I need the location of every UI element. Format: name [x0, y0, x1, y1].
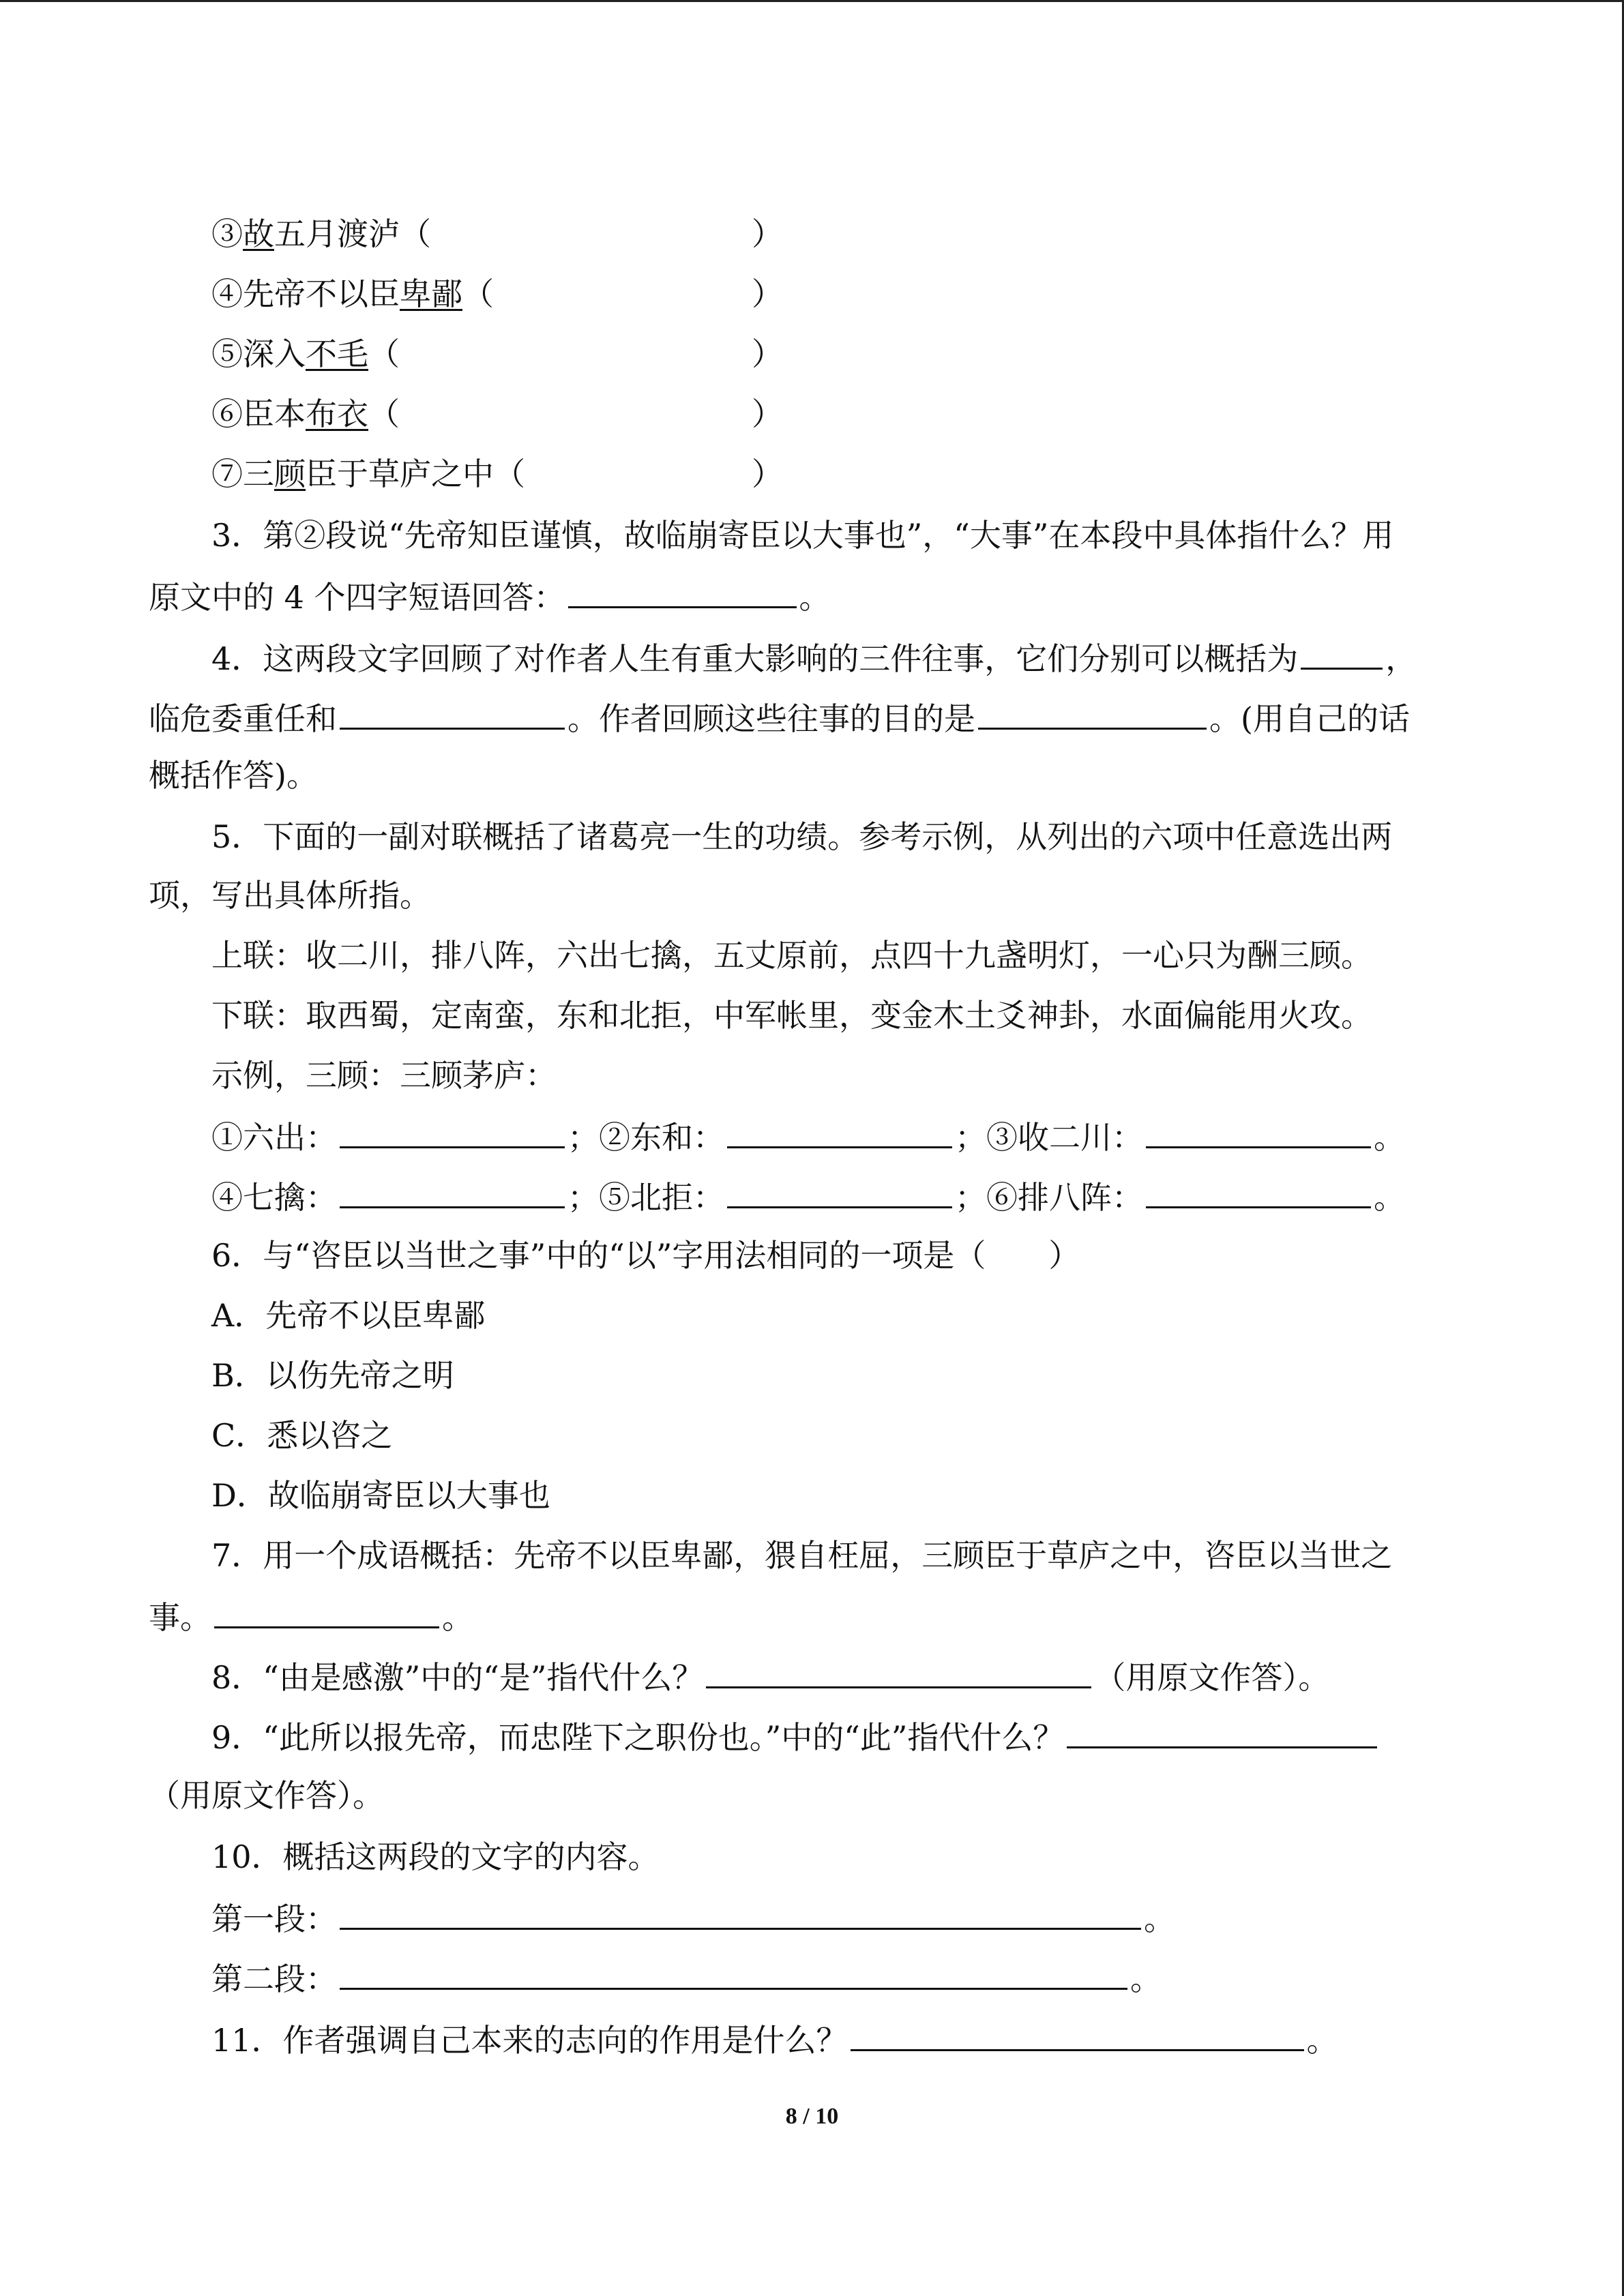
q6-option-b[interactable]: B．以伤先帝之明: [211, 1357, 454, 1394]
q9-line1: 9．“此所以报先帝，而忠陛下之职份也。”中的“此”指代什么？: [211, 1715, 1380, 1756]
couplet-lower: 下联：取西蜀，定南蛮，东和北拒，中军帐里，变金木土爻神卦，水面偏能用火攻。: [211, 997, 1372, 1034]
q10-para1: 第一段： 。: [211, 1896, 1175, 1937]
q5-blank-3[interactable]: [1146, 1115, 1371, 1148]
vocab-item-3-close: ）: [752, 215, 783, 252]
q5-line1: 5．下面的一副对联概括了诸葛亮一生的功绩。参考示例，从列出的六项中任意选出两: [211, 818, 1393, 855]
q10-stem: 10．概括这两段的文字的内容。: [211, 1838, 660, 1875]
vocab-item-4-close: ）: [752, 275, 783, 312]
q4-blank-1[interactable]: [1301, 636, 1383, 670]
q6-option-d[interactable]: D．故临崩寄臣以大事也: [211, 1477, 550, 1514]
q11-blank[interactable]: [851, 2018, 1304, 2051]
q4-line3: 概括作答)。: [149, 757, 318, 794]
vocab-item-6-close: ）: [752, 396, 783, 432]
q4-blank-2[interactable]: [340, 696, 565, 730]
q10-para2: 第二段： 。: [211, 1956, 1162, 1997]
vocab-item-4: ④先帝不以臣卑鄙（: [211, 275, 494, 312]
q6-stem: 6．与“咨臣以当世之事”中的“以”字用法相同的一项是（ ）: [211, 1237, 1080, 1274]
q8-line: 8．“由是感激”中的“是”指代什么？ （用原文作答）。: [211, 1655, 1329, 1696]
q7-blank[interactable]: [214, 1595, 439, 1628]
q5-row2: ④七擒： ；⑤北拒： ；⑥排八阵： 。: [211, 1175, 1405, 1216]
vocab-item-5-close: ）: [752, 336, 783, 372]
q11-line: 11．作者强调自己本来的志向的作用是什么？ 。: [211, 2018, 1338, 2059]
vocab-item-3: ③故五月渡泸（: [211, 215, 431, 252]
vocab-item-7: ⑦三顾臣于草庐之中（: [211, 456, 525, 492]
vocab-item-5: ⑤深入不毛（: [211, 336, 400, 372]
q5-blank-6[interactable]: [1146, 1175, 1371, 1208]
q4-line1: 4．这两段文字回顾了对作者人生有重大影响的三件往事，它们分别可以概括为 ，: [211, 636, 1417, 677]
q5-blank-2[interactable]: [727, 1115, 952, 1148]
q9-line2: （用原文作答）。: [149, 1777, 384, 1814]
q3-line1: 3．第②段说“先帝知臣谨慎，故临崩寄臣以大事也”，“大事”在本段中具体指什么？用: [211, 517, 1394, 554]
q3-line2: 原文中的 4 个四字短语回答： 。: [149, 575, 831, 616]
q5-blank-1[interactable]: [340, 1115, 565, 1148]
q5-example: 示例，三顾：三顾茅庐：: [211, 1057, 557, 1094]
vocab-item-6: ⑥臣本布衣（: [211, 396, 400, 432]
q8-blank[interactable]: [706, 1655, 1091, 1688]
page-number: 8 / 10: [785, 2104, 839, 2129]
q9-blank[interactable]: [1067, 1715, 1377, 1748]
vocab-item-7-close: ）: [752, 456, 783, 492]
q4-line2: 临危委重任和 。作者回顾这些往事的目的是 。(用自己的话: [149, 696, 1410, 737]
q10-blank-1[interactable]: [340, 1896, 1141, 1930]
q4-blank-3[interactable]: [978, 696, 1207, 730]
q5-line2: 项，写出具体所指。: [149, 877, 431, 914]
q7-line2: 事。 。: [149, 1595, 473, 1636]
couplet-upper: 上联：收二川，排八阵，六出七擒，五丈原前，点四十九盏明灯，一心只为酬三顾。: [211, 937, 1372, 974]
q5-blank-5[interactable]: [727, 1175, 952, 1208]
q10-blank-2[interactable]: [340, 1956, 1127, 1990]
q5-blank-4[interactable]: [340, 1175, 565, 1208]
q5-row1: ①六出： ；②东和： ；③收二川： 。: [211, 1115, 1405, 1156]
q3-answer-blank[interactable]: [568, 575, 797, 608]
q7-line1: 7．用一个成语概括：先帝不以臣卑鄙，猥自枉屈，三顾臣于草庐之中，咨臣以当世之: [211, 1537, 1393, 1574]
q6-option-c[interactable]: C．悉以咨之: [211, 1417, 393, 1454]
q6-option-a[interactable]: A．先帝不以臣卑鄙: [211, 1297, 486, 1334]
